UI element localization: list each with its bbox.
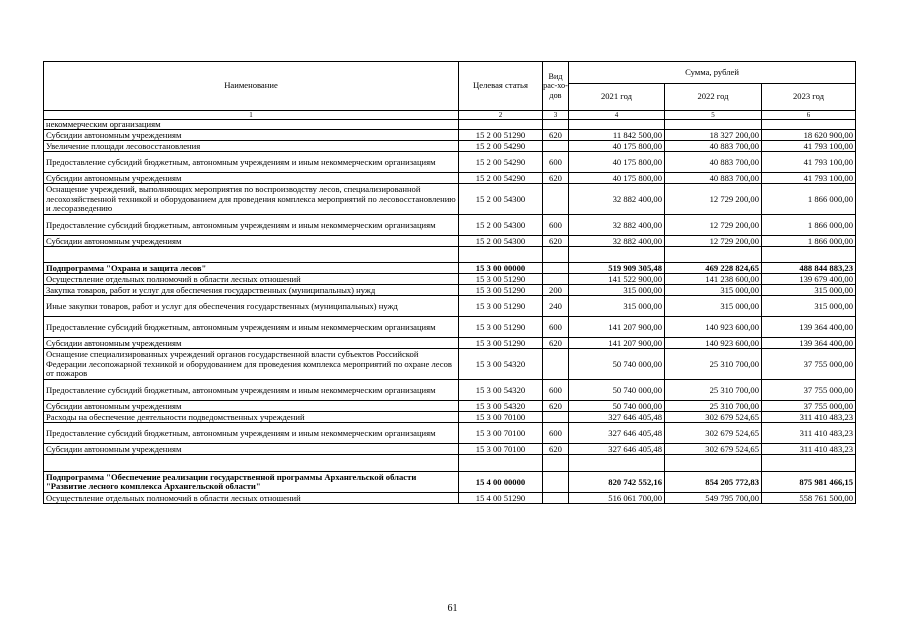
row-2023-cell: 37 755 000,00	[762, 401, 856, 412]
index-cell: 4	[569, 111, 665, 120]
row-2021-cell	[569, 455, 665, 472]
table-row	[44, 455, 856, 472]
row-name-cell: Субсидии автономным учреждениям	[44, 444, 459, 455]
row-2022-cell: 40 883 700,00	[665, 141, 762, 152]
row-2022-cell: 12 729 200,00	[665, 184, 762, 215]
row-2021-cell: 516 061 700,00	[569, 493, 665, 504]
row-code-cell: 15 2 00 54290	[459, 152, 543, 173]
row-code-cell: 15 3 00 51290	[459, 317, 543, 338]
row-name-cell: Предоставление субсидий бюджетным, автономным учреждениям и иным некоммерческим организациям	[44, 317, 459, 338]
table-row	[44, 493, 856, 504]
row-2023-cell: 875 981 466,15	[762, 472, 856, 493]
row-2022-cell: 40 883 700,00	[665, 173, 762, 184]
row-2022-cell: 302 679 524,65	[665, 412, 762, 423]
row-code-cell: 15 2 00 54300	[459, 215, 543, 236]
row-2021-cell: 50 740 000,00	[569, 380, 665, 401]
row-2023-cell	[762, 247, 856, 263]
row-2023-cell: 37 755 000,00	[762, 349, 856, 380]
row-2021-cell	[569, 247, 665, 263]
table-row	[44, 120, 856, 130]
row-vid-cell	[543, 120, 569, 130]
table-row	[44, 412, 856, 423]
row-name-cell: Субсидии автономным учреждениям	[44, 338, 459, 349]
row-name-cell: Оснащение учреждений, выполняющих мероприятия по воспроизводству лесов, специализированной лесохозяйственной техникой и оборудованием для проведения комплекса мероприятий по лесовосстановлению и лесоразведению	[44, 184, 459, 215]
row-2023-cell: 315 000,00	[762, 285, 856, 296]
index-cell: 6	[762, 111, 856, 120]
row-2023-cell	[762, 120, 856, 130]
budget-table	[43, 61, 856, 504]
row-2021-cell: 315 000,00	[569, 296, 665, 317]
row-code-cell: 15 2 00 54290	[459, 141, 543, 152]
row-2023-cell: 41 793 100,00	[762, 152, 856, 173]
row-name-cell: Предоставление субсидий бюджетным, автономным учреждениям и иным некоммерческим организациям	[44, 380, 459, 401]
row-2021-cell: 820 742 552,16	[569, 472, 665, 493]
row-2023-cell: 1 866 000,00	[762, 184, 856, 215]
row-vid-cell: 600	[543, 215, 569, 236]
row-code-cell: 15 2 00 54290	[459, 173, 543, 184]
row-2023-cell: 1 866 000,00	[762, 236, 856, 247]
header-2022: 2022 год	[665, 84, 762, 111]
row-name-cell: Предоставление субсидий бюджетным, автономным учреждениям и иным некоммерческим организациям	[44, 215, 459, 236]
row-2021-cell: 40 175 800,00	[569, 173, 665, 184]
row-2021-cell: 141 207 900,00	[569, 317, 665, 338]
table-row	[44, 380, 856, 401]
table-row	[44, 130, 856, 141]
row-2021-cell: 32 882 400,00	[569, 184, 665, 215]
row-vid-cell: 620	[543, 130, 569, 141]
row-name-cell: Субсидии автономным учреждениям	[44, 173, 459, 184]
row-vid-cell	[543, 184, 569, 215]
row-2023-cell: 311 410 483,23	[762, 423, 856, 444]
row-name-cell: Осуществление отдельных полномочий в области лесных отношений	[44, 274, 459, 285]
row-vid-cell	[543, 263, 569, 274]
row-2023-cell: 41 793 100,00	[762, 141, 856, 152]
header-2021: 2021 год	[569, 84, 665, 111]
index-cell: 2	[459, 111, 543, 120]
row-code-cell: 15 3 00 54320	[459, 401, 543, 412]
column-index-row	[44, 111, 856, 120]
row-name-cell: Субсидии автономным учреждениям	[44, 236, 459, 247]
row-2021-cell	[569, 120, 665, 130]
row-name-cell: Субсидии автономным учреждениям	[44, 130, 459, 141]
row-2021-cell: 327 646 405,48	[569, 423, 665, 444]
row-vid-cell: 200	[543, 285, 569, 296]
table-row	[44, 274, 856, 285]
row-2022-cell: 140 923 600,00	[665, 317, 762, 338]
table-row	[44, 401, 856, 412]
row-2023-cell: 1 866 000,00	[762, 215, 856, 236]
row-2021-cell: 50 740 000,00	[569, 401, 665, 412]
row-code-cell: 15 4 00 00000	[459, 472, 543, 493]
row-vid-cell	[543, 349, 569, 380]
row-vid-cell: 240	[543, 296, 569, 317]
row-2022-cell	[665, 120, 762, 130]
table-row	[44, 423, 856, 444]
header-sum: Сумма, рублей	[569, 62, 856, 84]
row-code-cell	[459, 455, 543, 472]
row-name-cell: Подпрограмма "Обеспечение реализации государственной программы Архангельской области "Развитие лесного комплекса Архангельской области"	[44, 472, 459, 493]
row-vid-cell: 620	[543, 236, 569, 247]
row-vid-cell: 620	[543, 338, 569, 349]
row-2021-cell: 32 882 400,00	[569, 215, 665, 236]
table-row	[44, 152, 856, 173]
row-name-cell: Осуществление отдельных полномочий в области лесных отношений	[44, 493, 459, 504]
row-code-cell: 15 3 00 51290	[459, 338, 543, 349]
table-row	[44, 317, 856, 338]
row-vid-cell	[543, 141, 569, 152]
row-2021-cell: 327 646 405,48	[569, 444, 665, 455]
row-name-cell: Закупка товаров, работ и услуг для обеспечения государственных (муниципальных) нужд	[44, 285, 459, 296]
row-2022-cell: 302 679 524,65	[665, 423, 762, 444]
table-row	[44, 263, 856, 274]
table-row	[44, 296, 856, 317]
row-2022-cell: 140 923 600,00	[665, 338, 762, 349]
row-2023-cell: 311 410 483,23	[762, 412, 856, 423]
row-code-cell: 15 3 00 70100	[459, 412, 543, 423]
row-vid-cell	[543, 493, 569, 504]
row-2022-cell: 302 679 524,65	[665, 444, 762, 455]
row-code-cell: 15 3 00 00000	[459, 263, 543, 274]
header-name: Наименование	[44, 62, 459, 111]
table-row	[44, 247, 856, 263]
row-2022-cell: 12 729 200,00	[665, 236, 762, 247]
table-row	[44, 215, 856, 236]
row-2023-cell	[762, 455, 856, 472]
table-row	[44, 236, 856, 247]
table-row	[44, 184, 856, 215]
row-2022-cell	[665, 247, 762, 263]
row-2022-cell: 25 310 700,00	[665, 401, 762, 412]
row-2022-cell: 18 327 200,00	[665, 130, 762, 141]
row-name-cell: Иные закупки товаров, работ и услуг для обеспечения государственных (муниципальных) нужд	[44, 296, 459, 317]
row-vid-cell	[543, 455, 569, 472]
row-code-cell: 15 3 00 51290	[459, 274, 543, 285]
row-code-cell	[459, 247, 543, 263]
row-code-cell	[459, 120, 543, 130]
row-vid-cell: 600	[543, 317, 569, 338]
row-2022-cell: 25 310 700,00	[665, 349, 762, 380]
row-vid-cell: 600	[543, 423, 569, 444]
row-2023-cell: 139 364 400,00	[762, 338, 856, 349]
table-row	[44, 338, 856, 349]
row-name-cell: Предоставление субсидий бюджетным, автономным учреждениям и иным некоммерческим организациям	[44, 423, 459, 444]
row-2023-cell: 311 410 483,23	[762, 444, 856, 455]
row-2021-cell: 40 175 800,00	[569, 141, 665, 152]
table-row	[44, 141, 856, 152]
row-2023-cell: 558 761 500,00	[762, 493, 856, 504]
row-2022-cell: 12 729 200,00	[665, 215, 762, 236]
row-vid-cell	[543, 412, 569, 423]
table-row	[44, 472, 856, 493]
row-2022-cell: 854 205 772,83	[665, 472, 762, 493]
row-2022-cell: 549 795 700,00	[665, 493, 762, 504]
row-vid-cell: 600	[543, 380, 569, 401]
row-name-cell: Увеличение площади лесовосстановления	[44, 141, 459, 152]
row-2022-cell: 141 238 600,00	[665, 274, 762, 285]
table-row	[44, 444, 856, 455]
row-2023-cell: 41 793 100,00	[762, 173, 856, 184]
row-2021-cell: 11 842 500,00	[569, 130, 665, 141]
row-2023-cell: 315 000,00	[762, 296, 856, 317]
row-2021-cell: 50 740 000,00	[569, 349, 665, 380]
row-2022-cell	[665, 455, 762, 472]
row-vid-cell	[543, 472, 569, 493]
row-2023-cell: 488 844 883,23	[762, 263, 856, 274]
row-name-cell: Предоставление субсидий бюджетным, автономным учреждениям и иным некоммерческим организациям	[44, 152, 459, 173]
index-cell: 1	[44, 111, 459, 120]
row-2023-cell: 139 679 400,00	[762, 274, 856, 285]
row-name-cell	[44, 455, 459, 472]
row-2023-cell: 18 620 900,00	[762, 130, 856, 141]
row-name-cell: Оснащение специализированных учреждений органов государственной власти субъектов Российской Федерации лесопожарной техникой и оборудованием для проведения комплекса мероприятий по охране лесов от пожаров	[44, 349, 459, 380]
header-2023: 2023 год	[762, 84, 856, 111]
header-target: Целевая статья	[459, 62, 543, 111]
row-2022-cell: 315 000,00	[665, 296, 762, 317]
row-2022-cell: 315 000,00	[665, 285, 762, 296]
row-2021-cell: 141 207 900,00	[569, 338, 665, 349]
header-vid: Вид рас-хо-дов	[543, 62, 569, 111]
row-vid-cell	[543, 274, 569, 285]
row-vid-cell	[543, 247, 569, 263]
row-2022-cell: 25 310 700,00	[665, 380, 762, 401]
row-code-cell: 15 2 00 54300	[459, 184, 543, 215]
table-row	[44, 173, 856, 184]
row-2021-cell: 327 646 405,48	[569, 412, 665, 423]
row-2021-cell: 32 882 400,00	[569, 236, 665, 247]
row-2021-cell: 40 175 800,00	[569, 152, 665, 173]
row-2023-cell: 139 364 400,00	[762, 317, 856, 338]
row-name-cell: некоммерческим организациям	[44, 120, 459, 130]
row-code-cell: 15 4 00 51290	[459, 493, 543, 504]
row-2021-cell: 519 909 305,48	[569, 263, 665, 274]
row-vid-cell: 620	[543, 401, 569, 412]
table-row	[44, 349, 856, 380]
row-vid-cell: 620	[543, 173, 569, 184]
index-cell: 3	[543, 111, 569, 120]
row-2022-cell: 40 883 700,00	[665, 152, 762, 173]
row-name-cell: Расходы на обеспечение деятельности подведомственных учреждений	[44, 412, 459, 423]
row-name-cell: Подпрограмма "Охрана и защита лесов"	[44, 263, 459, 274]
row-code-cell: 15 2 00 51290	[459, 130, 543, 141]
row-2021-cell: 315 000,00	[569, 285, 665, 296]
row-name-cell: Субсидии автономным учреждениям	[44, 401, 459, 412]
row-vid-cell: 600	[543, 152, 569, 173]
row-name-cell	[44, 247, 459, 263]
table-row	[44, 285, 856, 296]
row-code-cell: 15 3 00 54320	[459, 380, 543, 401]
row-2022-cell: 469 228 824,65	[665, 263, 762, 274]
row-2021-cell: 141 522 900,00	[569, 274, 665, 285]
row-vid-cell: 620	[543, 444, 569, 455]
row-code-cell: 15 3 00 70100	[459, 444, 543, 455]
page-number: 61	[447, 603, 458, 614]
row-code-cell: 15 3 00 51290	[459, 296, 543, 317]
row-code-cell: 15 3 00 70100	[459, 423, 543, 444]
index-cell: 5	[665, 111, 762, 120]
row-code-cell: 15 3 00 54320	[459, 349, 543, 380]
row-2023-cell: 37 755 000,00	[762, 380, 856, 401]
row-code-cell: 15 3 00 51290	[459, 285, 543, 296]
row-code-cell: 15 2 00 54300	[459, 236, 543, 247]
